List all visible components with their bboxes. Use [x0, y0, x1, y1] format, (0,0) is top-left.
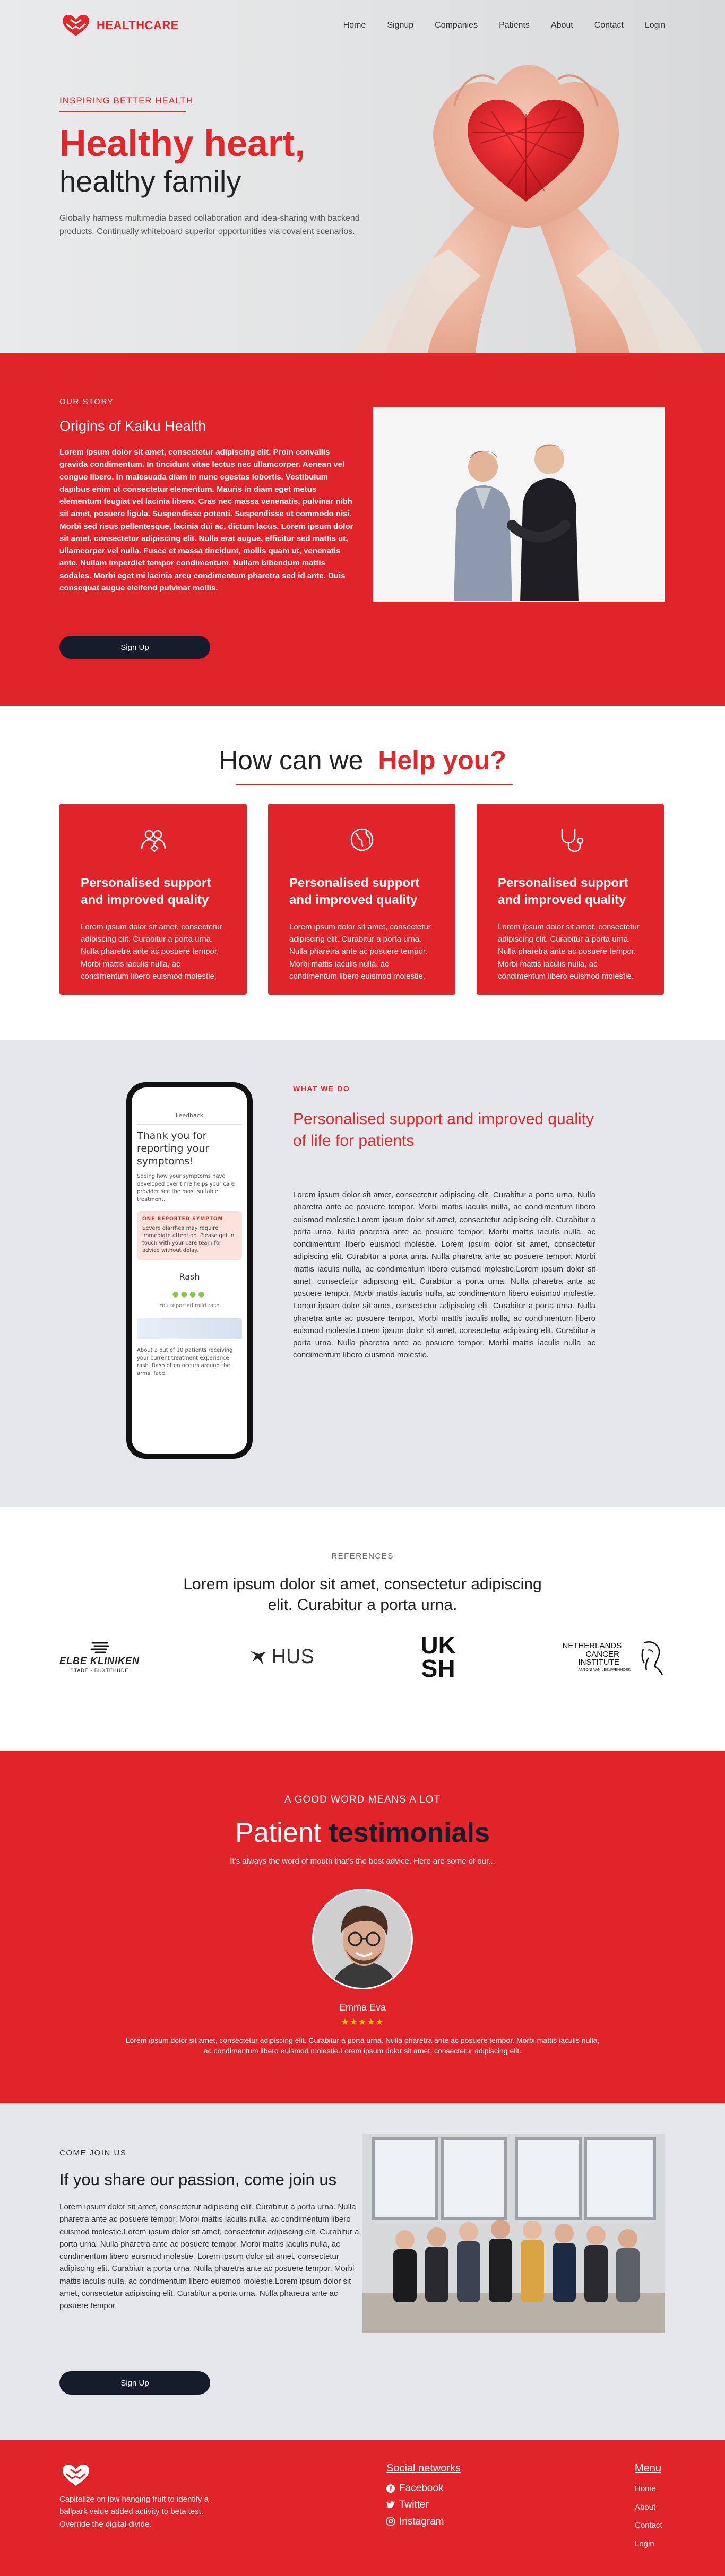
avatar — [312, 1889, 413, 1989]
testimonial-name: Emma Eva — [339, 2002, 386, 2013]
uksh-line1: UK — [420, 1631, 456, 1659]
phone-alert-text: Severe diarrhea may require immediate attention. Please get in touch with your care team for advice without delay. — [142, 1225, 235, 1254]
refs-eyebrow: REFERENCES — [331, 1552, 394, 1561]
our-story-section — [0, 353, 725, 706]
help-title-b: Help you? — [378, 745, 506, 775]
wwd-eyebrow: WHAT WE DO — [293, 1084, 350, 1093]
story-copy — [59, 397, 357, 594]
story-title: Origins of Kaiku Health — [59, 418, 206, 434]
nav-signup[interactable]: Signup — [387, 21, 414, 30]
footer-social-heading: Social networks — [386, 2462, 461, 2474]
help-cards — [59, 804, 664, 995]
footer-menu-heading: Menu — [635, 2462, 662, 2474]
testimonials-title — [0, 1817, 725, 1849]
footer-tagline: Capitalize on low hanging fruit to identify a ballpark value added activity to beta test. Override the digital divide. — [59, 2495, 209, 2529]
footer-menu-login[interactable]: Login — [635, 2539, 654, 2548]
help-title-a: How can we — [219, 745, 364, 775]
phone-title: Thank you for reporting your symptoms! — [137, 1130, 210, 1167]
nav-login[interactable]: Login — [644, 21, 666, 30]
founders-photo — [373, 407, 665, 602]
hero-copy — [59, 95, 378, 238]
nki-sub: ANTONI VAN LEEUWENHOEK — [578, 1668, 631, 1673]
testimonials-section — [0, 1751, 725, 2103]
heart-hands-logo-icon — [59, 13, 92, 38]
footer-heart-logo-icon[interactable] — [59, 2462, 92, 2488]
help-title — [0, 745, 725, 776]
help-card-title: Personalised support and improved quality — [498, 876, 628, 908]
instagram-icon — [386, 2517, 395, 2526]
nki-logo[interactable] — [562, 1639, 666, 1676]
help-card-text: Lorem ipsum dolor sit amet, consectetur adipiscing elit. Curabitur a porta urna. Nulla pharetra ante ac posuere tempor. Morbi mattis iaculis nulla, ac condimentum libero euismod molestie. — [289, 922, 431, 981]
phone-alert-title: ONE REPORTED SYMPTOM — [142, 1216, 223, 1222]
join-title: If you share our passion, come join us — [59, 2170, 337, 2189]
uksh-line2: SH — [421, 1654, 455, 1682]
nki-line1: NETHERLANDS — [562, 1641, 622, 1650]
hero-title-line2: healthy family — [59, 164, 241, 198]
footer-menu-contact[interactable]: Contact — [635, 2521, 662, 2530]
help-section — [0, 706, 725, 1040]
phone-item-sub: You reported mild rash — [159, 1303, 220, 1309]
elbe-wave-icon — [89, 1641, 110, 1656]
help-card[interactable] — [477, 804, 664, 995]
footer-social — [386, 2462, 461, 2530]
site-footer — [0, 2440, 725, 2576]
brand-logo[interactable] — [59, 13, 179, 38]
footer-twitter-label: Twitter — [399, 2499, 429, 2511]
team-photo — [362, 2134, 665, 2333]
help-card-text: Lorem ipsum dolor sit amet, consectetur adipiscing elit. Curabitur a porta urna. Nulla pharetra ante ac posuere tempor. Morbi mattis iaculis nulla, ac condimentum libero euismod molestie. — [498, 922, 640, 981]
join-signup-button[interactable]: Sign Up — [59, 2371, 210, 2395]
phone-text: Seeing how your symptoms have developed over time helps your care provider see the most suitable treatment. — [137, 1173, 235, 1203]
uksh-logo[interactable] — [420, 1631, 456, 1682]
hands-holding-heart-image — [322, 0, 725, 353]
testimonial-rating: ★★★★★ — [341, 2017, 384, 2027]
refs-title: Lorem ipsum dolor sit amet, consectetur adipiscing elit. Curabitur a porta urna. — [183, 1576, 542, 1614]
nki-line2: CANCER — [585, 1649, 619, 1659]
elbe-name: ELBE KLINIKEN — [59, 1656, 140, 1667]
nav-links — [343, 21, 666, 30]
support-people-icon — [139, 825, 168, 855]
footer-menu-home[interactable]: Home — [635, 2484, 657, 2493]
footer-twitter-link[interactable] — [386, 2496, 461, 2513]
footer-instagram-label: Instagram — [399, 2516, 444, 2527]
help-card[interactable] — [59, 804, 247, 995]
elbe-kliniken-logo[interactable] — [59, 1641, 140, 1673]
founders-illustration — [374, 408, 665, 602]
facebook-icon — [386, 2484, 395, 2493]
elbe-sub: STADE - BUXTEHUDE — [70, 1668, 129, 1674]
phone-screen — [137, 1112, 242, 1378]
phone-rating-dots: ●●●● — [172, 1290, 207, 1299]
hero-title-line1: Healthy heart, — [59, 123, 305, 164]
story-body: Lorem ipsum dolor sit amet, consectetur adipiscing elit. Proin convallis gravida condimentum. In tincidunt vitae lectus nec ullamcorper. Aenean vel congue libero. In malesuada diam in nunc egestas lobortis. Vestibulum dapibus enim ut consectetur elementum. Mauris in diam eget metus elementum feugiat vel lacinia libero. Cras nec massa venenatis, pulvinar nibh sit amet, posuere ligula. Suspendisse potenti. Suspendisse ut commodo nisi. Morbi sed risus pellentesque, lacinia dui ac, dictum lacus. Lorem ipsum dolor sit amet, consectetur adipiscing elit. Nulla erat augue, efficitur sed mattis ut, ullamcorper vel nulla. Fusce et massa tincidunt, mollis quam ut, venenatis ante. Nullam imperdiet tempor condimentum. Nullam bibendum mattis sodales. Morbi eget mi lacinia arcu condimentum pharetra sed id ante. Duis consequat augue eleifend pulvinar mollis. — [59, 448, 353, 593]
testimonials-title-b: testimonials — [329, 1817, 490, 1848]
join-eyebrow: COME JOIN US — [59, 2148, 127, 2157]
help-divider — [236, 784, 513, 785]
help-card-text: Lorem ipsum dolor sit amet, consectetur adipiscing elit. Curabitur a porta urna. Nulla pharetra ante ac posuere tempor. Morbi mattis iaculis nulla, ac condimentum libero euismod molestie. — [81, 922, 222, 981]
nav-patients[interactable]: Patients — [499, 21, 530, 30]
hero-eyebrow: INSPIRING BETTER HEALTH — [59, 95, 194, 106]
nki-portrait-icon — [634, 1639, 666, 1676]
nav-contact[interactable]: Contact — [594, 21, 624, 30]
testimonials-lead: It's always the word of mouth that's the best advice. Here are some of our... — [230, 1857, 495, 1866]
phone-item: Rash — [179, 1272, 200, 1282]
footer-instagram-link[interactable] — [386, 2513, 461, 2530]
hero-subtitle: Globally harness multimedia based collaboration and idea-sharing with backend products. Continually whiteboard superior opportunities via covalent scenarios. — [59, 213, 360, 236]
nav-about[interactable]: About — [550, 21, 573, 30]
hus-logo[interactable] — [246, 1646, 314, 1668]
wwd-body: Lorem ipsum dolor sit amet, consectetur adipiscing elit. Curabitur a porta urna. Nulla pharetra ante ac posuere tempor. Morbi mattis iaculis nulla, ac condimentum libero euismod molestie.Lorem ipsum dolor sit amet, consectetur adipiscing elit. Curabitur a porta urna. Nulla pharetra ante ac posuere tempor. Morbi mattis iaculis nulla, ac condimentum libero euismod molestie. Lorem ipsum dolor sit amet, consectetur adipiscing elit. Curabitur a porta urna. Nulla pharetra ante ac posuere tempor. Morbi mattis iaculis nulla, ac condimentum libero euismod molestie.Lorem ipsum dolor sit amet, consectetur adipiscing elit. Curabitur a porta urna. Nulla pharetra ante ac posuere tempor. Morbi mattis iaculis nulla, ac condimentum libero euismod molestie. Lorem ipsum dolor sit amet, consectetur adipiscing elit. Curabitur a porta urna. Nulla pharetra ante ac posuere tempor. Morbi mattis iaculis nulla, ac condimentum libero euismod molestie.Lorem ipsum dolor sit amet, consectetur adipiscing elit. Curabitur a porta urna. Nulla pharetra ante ac posuere tempor. Morbi mattis iaculis nulla, ac condimentum libero euismod molestie. — [293, 1190, 595, 1360]
brand-name-b: CARE — [144, 19, 179, 32]
story-eyebrow: OUR STORY — [59, 397, 114, 406]
phone-header: Feedback — [175, 1112, 204, 1119]
join-copy — [59, 2148, 362, 2312]
what-we-do-section — [0, 1040, 725, 1507]
hero-section — [0, 0, 725, 353]
wwd-copy — [293, 1084, 595, 1362]
footer-facebook-label: Facebook — [399, 2483, 444, 2494]
join-body: Lorem ipsum dolor sit amet, consectetur adipiscing elit. Curabitur a porta urna. Nulla pharetra ante ac posuere tempor. Morbi mattis iaculis nulla, ac condimentum libero euismod molestie.Lorem ipsum dolor sit amet, consectetur adipiscing elit. Curabitur a porta urna. Nulla pharetra ante ac posuere tempor. Morbi mattis iaculis nulla, ac condimentum libero euismod molestie. Lorem ipsum dolor sit amet, consectetur adipiscing elit. Curabitur a porta urna. Nulla pharetra ante ac posuere tempor. Morbi mattis iaculis nulla, ac condimentum libero euismod molestie.Lorem ipsum dolor sit amet, consectetur adipiscing elit. Curabitur a porta urna. Nulla pharetra ante ac posuere tempor. — [59, 2203, 359, 2310]
help-card-title: Personalised support and improved quality — [289, 876, 420, 908]
nav-home[interactable]: Home — [343, 21, 366, 30]
help-card-title: Personalised support and improved quality — [81, 876, 211, 908]
stethoscope-icon — [556, 825, 585, 855]
team-group-illustration — [362, 2134, 665, 2333]
nki-line3: INSTITUTE — [578, 1658, 619, 1667]
wwd-title: Personalised support and improved quality of life for patients — [293, 1110, 594, 1150]
testimonial-quote: Lorem ipsum dolor sit amet, consectetur adipiscing elit. Curabitur a porta urna. Nulla pharetra ante ac posuere tempor. Morbi mattis iaculis nulla, ac condimentum libero euismod molestie.Lorem ipsum dolor sit amet, consectetur adipiscing elit. — [125, 2036, 600, 2056]
partner-logos — [59, 1631, 666, 1682]
nav-companies[interactable]: Companies — [435, 21, 478, 30]
footer-menu-about[interactable]: About — [635, 2502, 656, 2512]
footer-facebook-link[interactable] — [386, 2480, 461, 2496]
globe-icon — [347, 825, 377, 855]
help-card[interactable] — [268, 804, 455, 995]
references-section — [0, 1507, 725, 1751]
footer-menu — [635, 2462, 662, 2553]
testimonials-eyebrow: A GOOD WORD MEANS A LOT — [284, 1794, 441, 1805]
phone-alert — [137, 1211, 242, 1260]
twitter-icon — [386, 2501, 395, 2509]
smiling-man-portrait — [314, 1890, 413, 1989]
phone-chart — [137, 1318, 242, 1339]
hus-cross-icon — [246, 1647, 267, 1668]
brand-name-a: HEALTH — [97, 19, 145, 32]
story-signup-button[interactable]: Sign Up — [59, 636, 210, 659]
phone-foot: About 3 out of 10 patients receiving your current treatment experience rash. Rash often occurs around the arms, face. — [137, 1347, 233, 1377]
testimonials-title-a: Patient — [235, 1817, 321, 1848]
top-nav — [0, 0, 725, 51]
hus-name: HUS — [271, 1646, 314, 1668]
hero-divider — [59, 111, 186, 112]
join-us-section — [0, 2103, 725, 2440]
phone-mockup — [123, 1080, 256, 1462]
